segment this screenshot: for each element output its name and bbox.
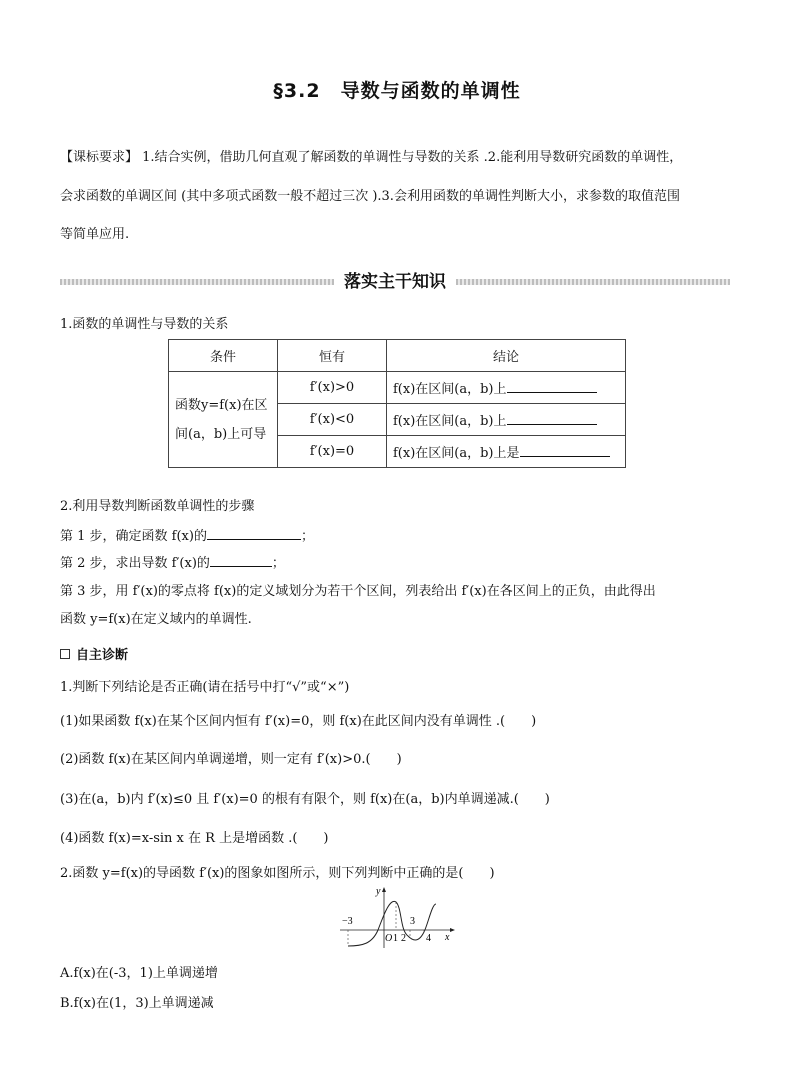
answer-blank (210, 554, 272, 567)
conclusion-text: f(x)在区间(a，b)上是 (393, 446, 520, 461)
knowledge-2-heading: 2.利用导数判断函数单调性的步骤 (60, 499, 255, 514)
question-1-item-2: (2)函数 f(x)在某区间内单调递增，则一定有 f′(x)>0.( ) (60, 752, 402, 767)
x-axis-label: x (445, 932, 450, 943)
header-always: 恒有 (278, 340, 387, 372)
answer-blank (520, 444, 610, 457)
square-bullet-icon (60, 649, 70, 659)
step-3-line-2: 函数 y=f(x)在定义域内的单调性. (60, 612, 252, 627)
requirements-line-3: 等简单应用. (60, 227, 130, 242)
answer-blank (507, 412, 597, 425)
condition-cell (169, 372, 278, 468)
y-axis-arrow-icon (382, 887, 386, 892)
tick-label-1: 1 (393, 933, 398, 944)
conclusion-cell (387, 372, 626, 404)
tick-label-2: 2 (401, 933, 406, 944)
knowledge-1-heading: 1.函数的单调性与导数的关系 (60, 317, 229, 332)
option-b: B.f(x)在(1，3)上单调递减 (60, 996, 214, 1011)
question-1-item-4: (4)函数 f(x)=x-sin x 在 R 上是增函数 .( ) (60, 831, 329, 846)
question-1-item-1: (1)如果函数 f(x)在某个区间内恒有 f′(x)=0，则 f(x)在此区间内没有单调性 .( ) (60, 714, 537, 729)
requirements-line-2: 会求函数的单调区间 (其中多项式函数一般不超过三次 ).3.会利用函数的单调性判断大小，求参数的取值范围 (60, 189, 680, 204)
monotonicity-table (168, 339, 626, 468)
page-title: §3.2 导数与函数的单调性 (273, 80, 521, 102)
origin-label: O (385, 933, 393, 944)
header-conclusion: 结论 (387, 340, 626, 372)
tick-label-4: 4 (426, 933, 431, 944)
answer-blank (207, 527, 301, 540)
derivative-cell: f′(x)<0 (278, 404, 387, 436)
tick-label-3: 3 (410, 916, 415, 927)
option-a: A.f(x)在(-3，1)上单调递增 (60, 966, 218, 981)
question-2: 2.函数 y=f(x)的导函数 f′(x)的图象如图所示，则下列判断中正确的是( ) (60, 866, 495, 881)
step-1-end: ； (300, 529, 314, 544)
step-2 (60, 552, 285, 571)
conclusion-text: f(x)在区间(a，b)上 (393, 414, 507, 429)
table-row (169, 372, 626, 404)
tick-label-minus3: −3 (342, 916, 353, 927)
derivative-cell: f′(x)=0 (278, 436, 387, 468)
header-condition: 条件 (169, 340, 278, 372)
derivative-graph (338, 884, 458, 950)
section-title: 落实主干知识 (334, 267, 456, 292)
diagnosis-title: 自主诊断 (76, 648, 129, 663)
condition-line-2: 间(a，b)上可导 (175, 426, 267, 442)
section-banner (60, 265, 730, 295)
conclusion-cell (387, 404, 626, 436)
table-header-row (169, 340, 626, 372)
y-axis-label: y (376, 886, 381, 897)
step-1 (60, 525, 314, 544)
step-2-end: ； (271, 556, 285, 571)
diagnosis-heading (60, 644, 128, 663)
conclusion-cell (387, 436, 626, 468)
derivative-cell: f′(x)>0 (278, 372, 387, 404)
conclusion-text: f(x)在区间(a，b)上 (393, 382, 507, 397)
step-3-line-1: 第 3 步，用 f′(x)的零点将 f(x)的定义域划分为若干个区间，列表给出 f′(x)在各区间上的正负，由此得出 (60, 584, 656, 599)
question-1-item-3: (3)在(a，b)内 f′(x)≤0 且 f′(x)=0 的根有有限个，则 f(x)在(a，b)内单调递减.( ) (60, 792, 550, 807)
condition-line-1: 函数y=f(x)在区 (175, 397, 268, 413)
x-axis-arrow-icon (450, 928, 455, 932)
step-2-text: 第 2 步，求出导数 f′(x)的 (60, 556, 210, 571)
answer-blank (507, 380, 597, 393)
question-1: 1.判断下列结论是否正确(请在括号中打“√”或“×”) (60, 680, 350, 695)
requirements-line-1: 【课标要求】 1.结合实例，借助几何直观了解函数的单调性与导数的关系 .2.能利用导数研究函数的单调性， (60, 150, 683, 165)
step-1-text: 第 1 步，确定函数 f(x)的 (60, 529, 207, 544)
